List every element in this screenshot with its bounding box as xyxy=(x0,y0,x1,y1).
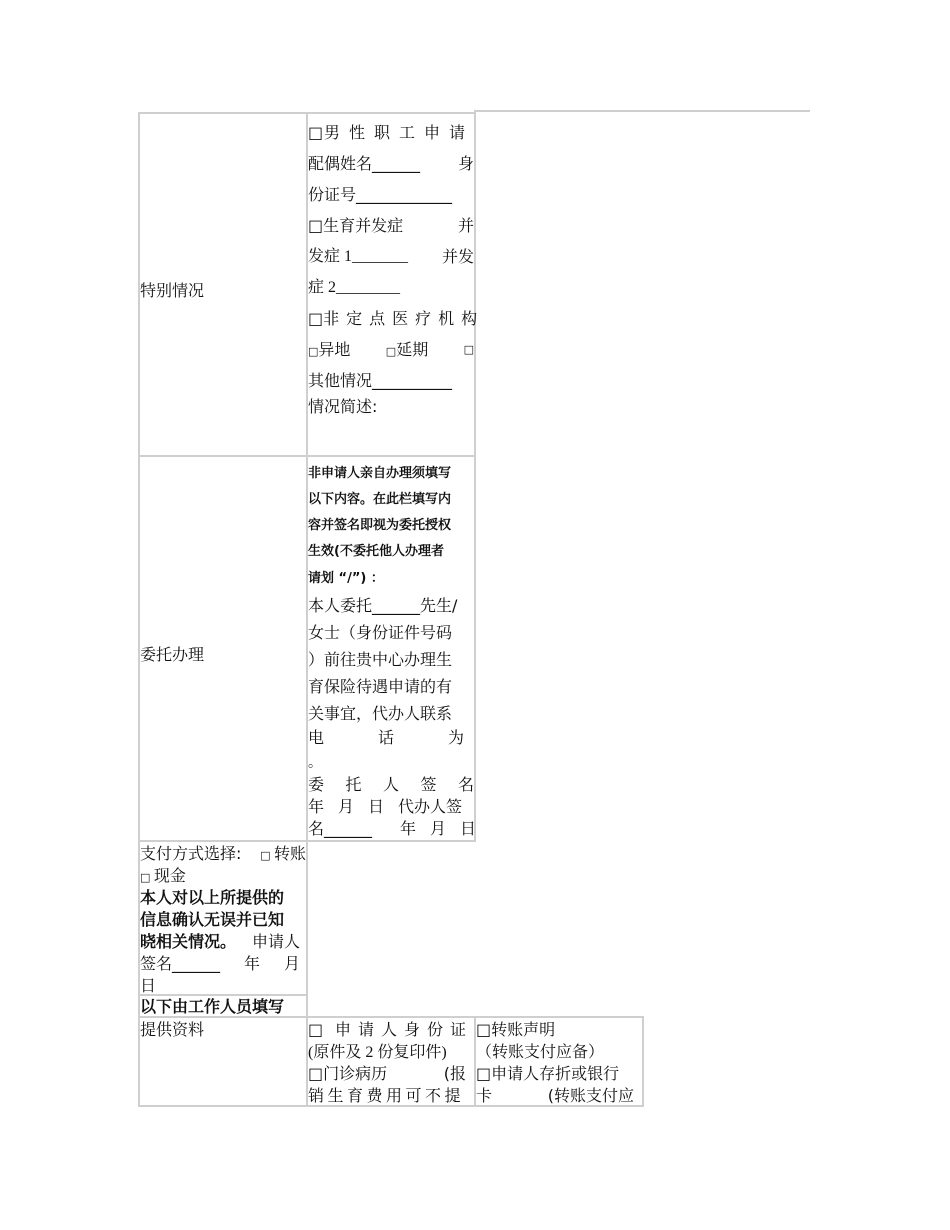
entrust-body-4: 育保险待遇申请的有 xyxy=(308,677,453,696)
id-number-line: 份证号____________ xyxy=(308,185,453,204)
bankbook-option[interactable]: □申请人存折或银行 xyxy=(476,1064,620,1083)
entrust-body-3: ）前往贵中心办理生 xyxy=(308,650,453,669)
entrust-period: 。 xyxy=(308,755,322,771)
entrust-body-2: 女士（身份证件号码 xyxy=(308,623,453,642)
checkbox-icon: □ xyxy=(385,345,397,358)
applicant-day: 日 xyxy=(140,976,157,995)
confirm-line-2: 信息确认无误并已知 xyxy=(140,910,285,929)
extension-option[interactable]: □延期 xyxy=(385,340,429,359)
checkbox-icon: □ xyxy=(308,309,324,328)
confirm-line-3: 晓相关情况。 申请人 xyxy=(140,932,300,951)
checkbox-icon: □ xyxy=(308,1064,324,1083)
checkbox-icon: □ xyxy=(140,871,154,884)
male-applicant-text: 男性职工申请 xyxy=(323,123,474,142)
payment-method-label: 支付方式选择: xyxy=(140,844,242,863)
entrust-agent-sign-line: 名______ 年 月 日 xyxy=(308,819,477,838)
brief-description-label: 情况简述: xyxy=(308,397,378,416)
outpatient-record-option[interactable]: □门诊病历 (报 xyxy=(308,1064,466,1083)
other-checkbox-icon[interactable]: □ xyxy=(463,343,474,356)
male-applicant-option[interactable] xyxy=(308,117,474,148)
checkbox-icon: □ xyxy=(308,345,319,358)
entrust-phone-line: 电 话 为 xyxy=(308,728,464,747)
complication-2-line: 症 2________ xyxy=(308,279,401,296)
materials-label: 提供资料 xyxy=(140,1020,205,1039)
checkbox-icon: □ xyxy=(308,1020,324,1039)
entrust-instruction-1: 非申请人亲自办理须填写 xyxy=(308,466,452,481)
entrust-instruction-3: 容并签名即视为委托授权 xyxy=(308,518,452,533)
entrust-body-1: 本人委托______先生/ xyxy=(308,596,458,615)
complication-1-line: 发症 1_______ 并发 xyxy=(308,247,474,266)
entrust-label: 委托办理 xyxy=(140,645,205,664)
transfer-option[interactable]: □ 转账 xyxy=(260,844,306,863)
special-label: 特别情况 xyxy=(140,281,205,300)
remote-extension-options xyxy=(308,334,474,367)
transfer-statement-option[interactable]: □转账声明 xyxy=(476,1020,556,1039)
confirm-line-1: 本人对以上所提供的 xyxy=(140,888,285,907)
top-rule xyxy=(474,110,810,112)
bankbook-note: 卡 (转账支付应 xyxy=(476,1086,634,1105)
id-card-copies: (原件及 2 份复印件) xyxy=(308,1044,447,1061)
other-situation-line: 其他情况__________ xyxy=(308,371,453,390)
entrust-instruction-4: 生效(不委托他人办理者 xyxy=(308,544,444,559)
entrust-signer-line: 委 托 人 签 名 xyxy=(308,775,474,794)
checkbox-icon: □ xyxy=(260,849,274,862)
remote-option[interactable]: □异地 xyxy=(308,340,351,359)
checkbox-icon: □ xyxy=(476,1020,492,1039)
entrust-instruction-5: 请划 “/”) ： xyxy=(308,571,384,586)
id-card-option[interactable]: □ 申请人身份证 xyxy=(308,1020,473,1039)
checkbox-icon: □ xyxy=(476,1064,492,1083)
outpatient-record-note: 销生育费用可不提 xyxy=(308,1086,465,1105)
payment-method-line xyxy=(140,843,306,867)
nondesignated-option[interactable]: □ 非定点医疗机构 xyxy=(308,303,474,334)
entrust-instruction-2: 以下内容。在此栏填写内 xyxy=(308,492,452,507)
entrust-date-line: 年 月 日 代办人签 xyxy=(308,797,463,816)
spouse-name-line: 配偶姓名______ 身 xyxy=(308,154,474,173)
applicant-sign-line: 签名______ 年 月 xyxy=(140,954,300,973)
cash-option[interactable]: □ 现金 xyxy=(140,866,186,885)
complication-option[interactable]: □生育并发症 并 xyxy=(308,216,474,235)
transfer-statement-note: （转账支付应备） xyxy=(476,1042,605,1061)
entrust-body-5: 关事宜，代办人联系 xyxy=(308,704,453,723)
checkbox-icon: □ xyxy=(308,216,324,235)
staff-section-heading: 以下由工作人员填写 xyxy=(140,997,285,1016)
checkbox-icon: □ xyxy=(308,123,324,142)
